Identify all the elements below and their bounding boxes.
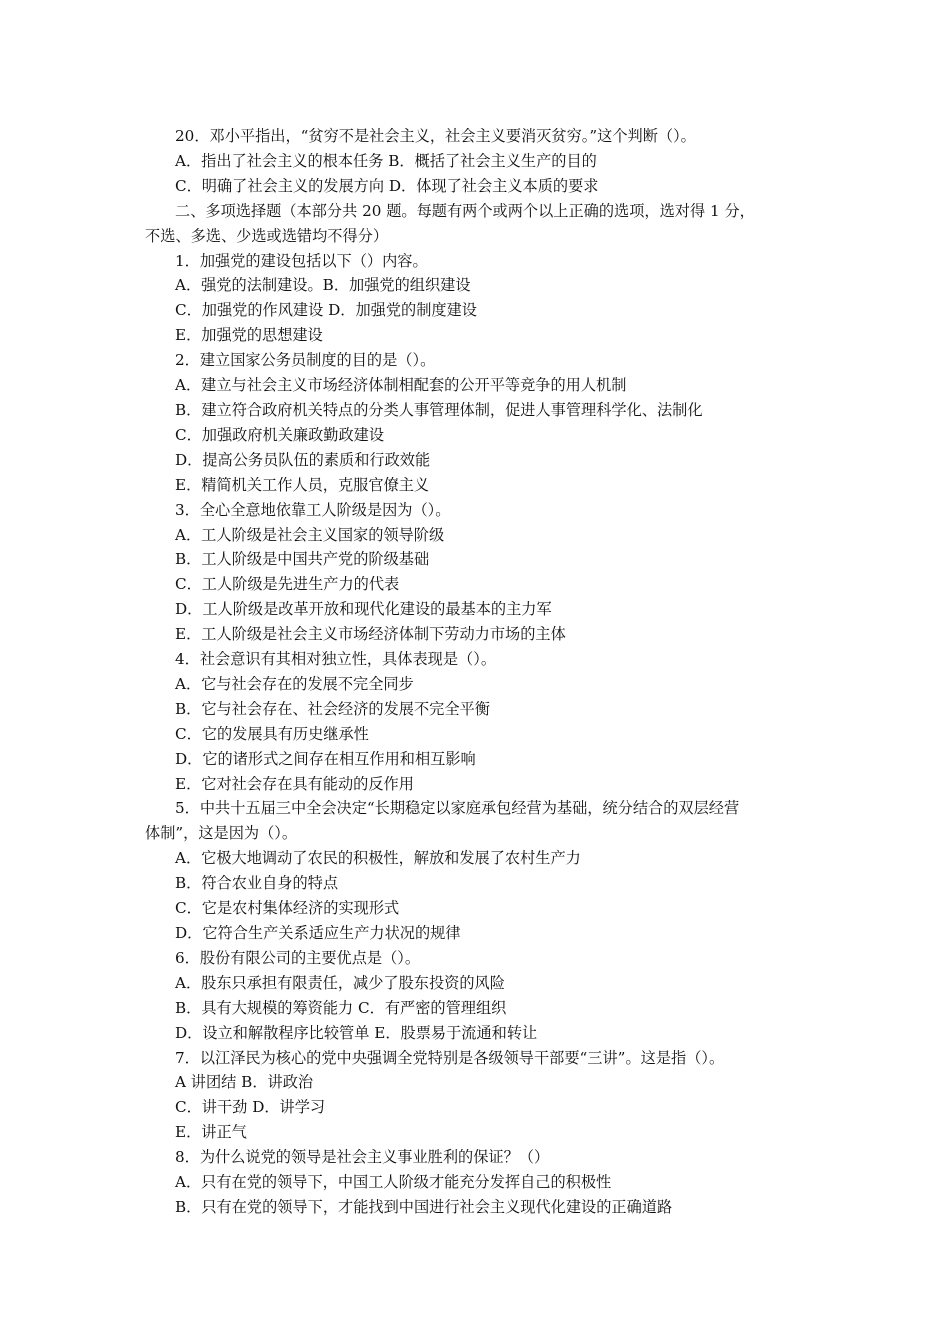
option-line: B．建立符合政府机关特点的分类人事管理体制，促进人事管理科学化、法制化 — [175, 400, 703, 419]
option-line: C．明确了社会主义的发展方向 D．体现了社会主义本质的要求 — [175, 176, 599, 195]
option-line: A．只有在党的领导下，中国工人阶级才能充分发挥自己的积极性 — [175, 1173, 612, 1192]
option-line: D．设立和解散程序比较管单 E．股票易于流通和转让 — [175, 1023, 538, 1042]
option-line: C．加强政府机关廉政勤政建设 — [175, 425, 385, 444]
option-line: A．指出了社会主义的根本任务 B．概括了社会主义生产的目的 — [175, 151, 597, 170]
question-line: 20．邓小平指出，“贫穷不是社会主义，社会主义要消灭贫穷。”这个判断（）。 — [175, 127, 696, 145]
option-line: B．工人阶级是中国共产党的阶级基础 — [175, 550, 430, 569]
option-line: B．只有在党的领导下，才能找到中国进行社会主义现代化建设的正确道路 — [175, 1197, 673, 1216]
question-line: 1．加强党的建设包括以下（）内容。 — [175, 251, 428, 270]
option-line: E．精简机关工作人员，克服官僚主义 — [175, 475, 430, 494]
option-line: C．它是农村集体经济的实现形式 — [175, 899, 400, 918]
question-line-continuation: 体制”，这是因为（）。 — [145, 824, 298, 843]
option-line: E．它对社会存在具有能动的反作用 — [175, 774, 414, 793]
option-line: A．强党的法制建设。B．加强党的组织建设 — [175, 276, 471, 295]
option-line: A 讲团结 B．讲政治 — [175, 1073, 314, 1092]
option-line: A．建立与社会主义市场经济体制相配套的公开平等竞争的用人机制 — [175, 376, 627, 395]
option-line: E．讲正气 — [175, 1123, 247, 1142]
option-line: D．工人阶级是改革开放和现代化建设的最基本的主力军 — [175, 600, 552, 619]
question-line: 3．全心全意地依靠工人阶级是因为（）。 — [175, 500, 451, 519]
option-line: B．符合农业自身的特点 — [175, 874, 339, 893]
option-line: B．具有大规模的筹资能力 C．有严密的管理组织 — [175, 998, 507, 1017]
section-heading: 二、多项选择题（本部分共 20 题。每题有两个或两个以上正确的选项，选对得 1 分， — [175, 201, 755, 220]
question-line: 8．为什么说党的领导是社会主义事业胜利的保证？（） — [175, 1148, 550, 1167]
question-line: 2．建立国家公务员制度的目的是（）。 — [175, 351, 436, 370]
option-line: A．它极大地调动了农民的积极性，解放和发展了农村生产力 — [175, 849, 581, 868]
option-line: C．讲干劲 D．讲学习 — [175, 1098, 326, 1117]
question-line: 4．社会意识有其相对独立性，具体表现是（）。 — [175, 650, 497, 669]
section-heading-continuation: 不选、多选、少选或选错均不得分） — [145, 226, 388, 245]
question-line: 5．中共十五届三中全会决定“长期稳定以家庭承包经营为基础，统分结合的双层经营 — [175, 799, 740, 818]
option-line: D．它符合生产关系适应生产力状况的规律 — [175, 924, 461, 942]
option-line: C．工人阶级是先进生产力的代表 — [175, 575, 400, 594]
option-line: B．它与社会存在、社会经济的发展不完全平衡 — [175, 699, 490, 718]
option-line: C．它的发展具有历史继承性 — [175, 724, 369, 743]
option-line: A．股东只承担有限责任，减少了股东投资的风险 — [175, 973, 505, 992]
option-line: A．它与社会存在的发展不完全同步 — [175, 674, 414, 693]
option-line: C．加强党的作风建设 D．加强党的制度建设 — [175, 301, 477, 320]
option-line: D．它的诸形式之间存在相互作用和相互影响 — [175, 749, 476, 768]
option-line: D．提高公务员队伍的素质和行政效能 — [175, 450, 431, 469]
question-line: 7．以江泽民为核心的党中央强调全党特别是各级领导干部要“三讲”。这是指（）。 — [175, 1048, 725, 1067]
document-page — [145, 124, 825, 1220]
option-line: A．工人阶级是社会主义国家的领导阶级 — [175, 525, 445, 544]
option-line: E．加强党的思想建设 — [175, 326, 323, 345]
question-line: 6．股份有限公司的主要优点是（）。 — [175, 948, 421, 967]
option-line: E．工人阶级是社会主义市场经济体制下劳动力市场的主体 — [175, 625, 566, 644]
